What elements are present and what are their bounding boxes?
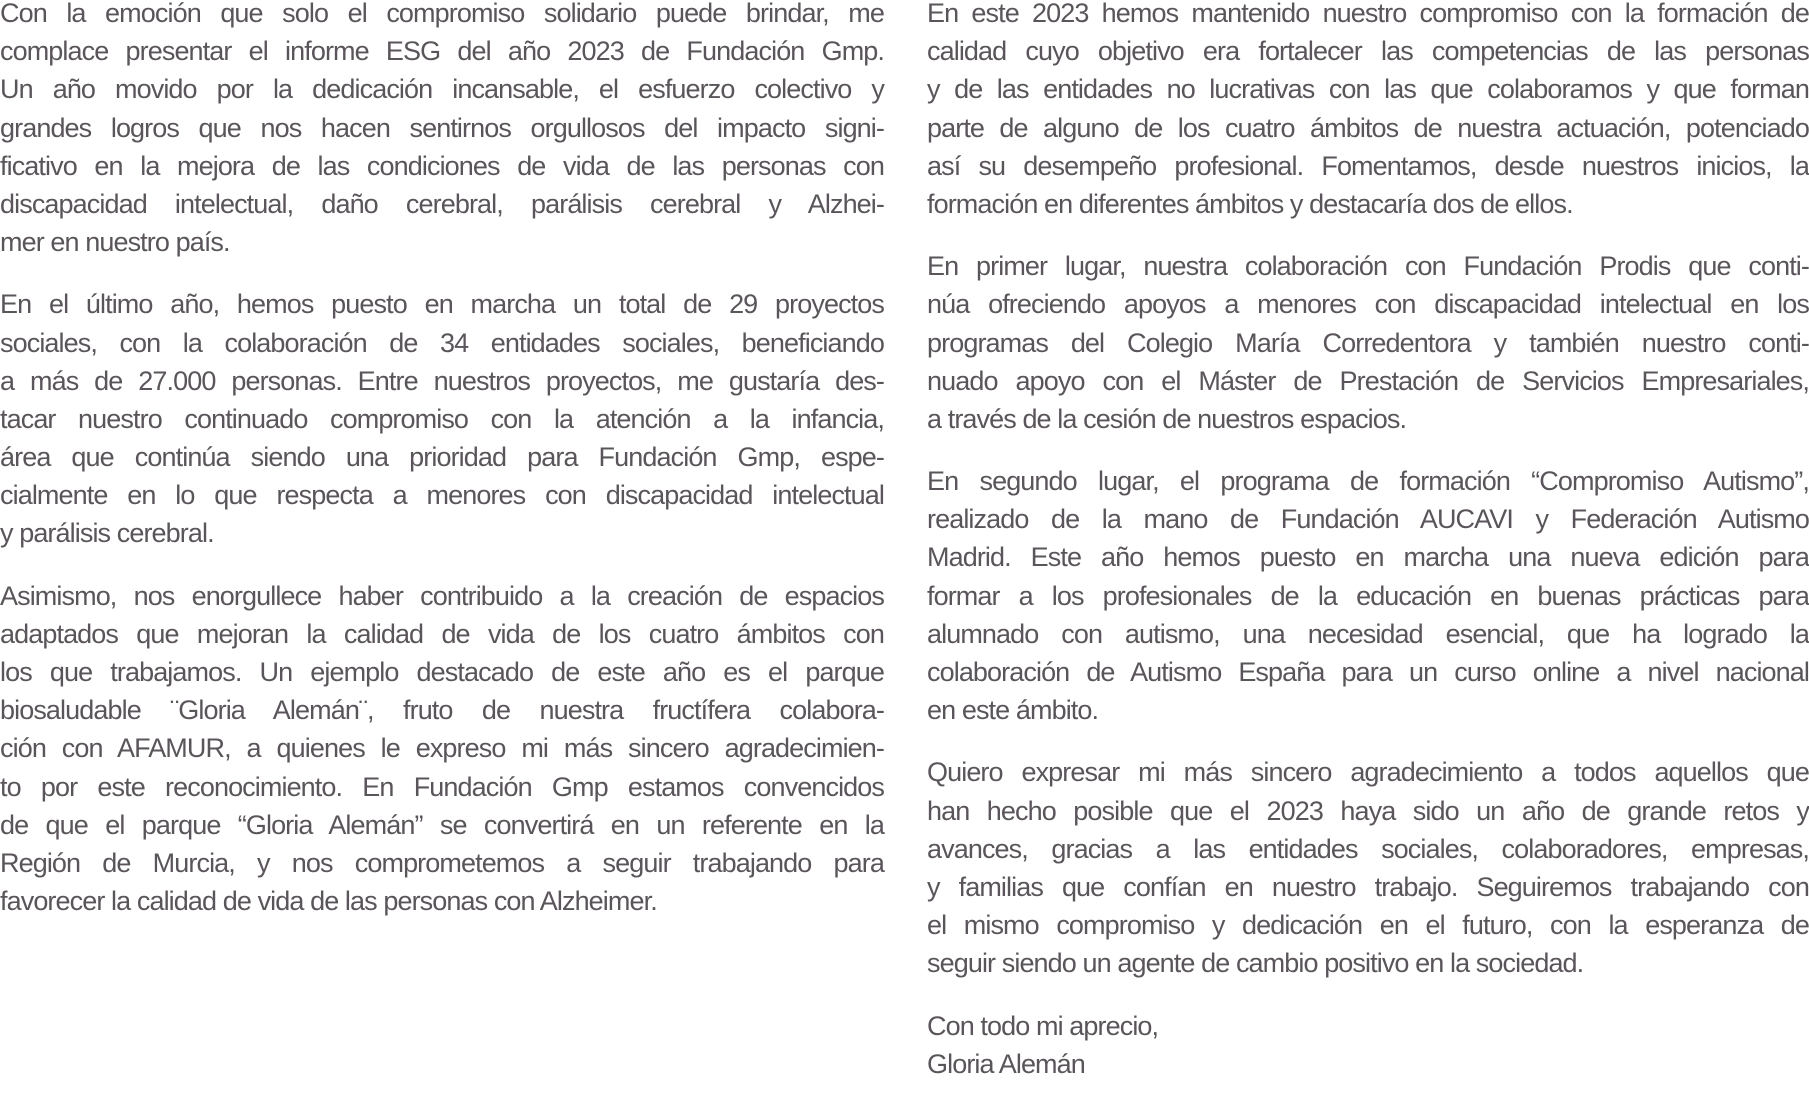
signature-closing: Con todo mi aprecio, [927,1010,1159,1041]
text-line: núa ofreciendo apoyos a menores con discapacidad intelectual en los [927,289,1809,320]
text-line: grandes logros que nos hacen sentirnos orgullosos del impacto signi- [0,112,884,143]
signature-name: Gloria Alemán [927,1048,1085,1079]
text-line: cialmente en lo que respecta a menores con discapacidad intelectual [0,480,884,511]
text-line: realizado de la mano de Fundación AUCAVI y Federación Autismo [927,504,1809,535]
paragraph-first-place [927,247,1809,438]
text-line: tacar nuestro continuado compromiso con la atención a la infancia, [0,403,884,434]
text-line: a más de 27.000 personas. Entre nuestros proyectos, me gustaría des- [0,365,884,396]
text-line: Madrid. Este año hemos puesto en marcha una nueva edición para [927,542,1809,573]
right-column [927,0,1809,1107]
paragraph-second-place [927,462,1809,729]
signature-block [927,1007,1809,1083]
text-line: nuado apoyo con el Máster de Prestación de Servicios Empresariales, [927,365,1809,396]
text-line: avances, gracias a las entidades sociales, colaboradores, empresas, [927,833,1809,864]
text-line: área que continúa siendo una prioridad para Fundación Gmp, espe- [0,442,884,473]
text-line: alumnado con autismo, una necesidad esencial, que ha logrado la [927,618,1809,649]
text-line: Asimismo, nos enorgullece haber contribuido a la creación de espacios [0,580,884,611]
text-line: mer en nuestro país. [0,227,230,258]
text-line: discapacidad intelectual, daño cerebral, parálisis cerebral y Alzhei- [0,188,884,219]
paragraph-training [927,0,1809,223]
text-line: sociales, con la colaboración de 34 entidades sociales, beneficiando [0,327,884,358]
text-line: ficativo en la mejora de las condiciones de vida de las personas con [0,150,884,181]
text-line: programas del Colegio María Corredentora y también nuestro conti- [927,327,1809,358]
text-line: a través de la cesión de nuestros espacios. [927,403,1407,434]
text-line: En este 2023 hemos mantenido nuestro compromiso con la formación de [927,0,1809,28]
text-line: Región de Murcia, y nos comprometemos a seguir trabajando para [0,847,884,878]
text-line: En el último año, hemos puesto en marcha un total de 29 proyectos [0,289,884,320]
text-line: complace presentar el informe ESG del año 2023 de Fundación Gmp. [0,36,884,67]
paragraph-projects [0,285,884,552]
text-line: favorecer la calidad de vida de las personas con Alzheimer. [0,886,657,917]
paragraph-intro [0,0,884,261]
text-line: y familias que confían en nuestro trabajo. Seguiremos trabajando con [927,871,1809,902]
text-line: formación en diferentes ámbitos y destacaría dos de ellos. [927,188,1573,219]
text-line: En primer lugar, nuestra colaboración con Fundación Prodis que conti- [927,251,1809,282]
text-line: calidad cuyo objetivo era fortalecer las competencias de las personas [927,36,1809,67]
text-line: y parálisis cerebral. [0,518,214,549]
text-line: En segundo lugar, el programa de formación “Compromiso Autismo”, [927,466,1809,497]
text-line: biosaludable ¨Gloria Alemán¨, fruto de nuestra fructífera colabora- [0,695,884,726]
text-line: adaptados que mejoran la calidad de vida de los cuatro ámbitos con [0,618,884,649]
text-line: y de las entidades no lucrativas con las que colaboramos y que forman [927,74,1809,105]
text-line: to por este reconocimiento. En Fundación Gmp estamos convencidos [0,771,884,802]
text-line: Un año movido por la dedicación incansable, el esfuerzo colectivo y [0,74,884,105]
left-column [0,0,884,944]
text-line: seguir siendo un agente de cambio positivo en la sociedad. [927,948,1584,979]
paragraph-gratitude [927,753,1809,982]
paragraph-spaces [0,577,884,921]
text-line: los que trabajamos. Un ejemplo destacado de este año es el parque [0,657,884,687]
text-line: colaboración de Autismo España para un curso online a nivel nacional [927,657,1809,687]
text-line: han hecho posible que el 2023 haya sido un año de grande retos y [927,795,1809,826]
text-line: Quiero expresar mi más sincero agradecimiento a todos aquellos que [927,757,1809,788]
text-line: formar a los profesionales de la educación en buenas prácticas para [927,580,1809,611]
text-line: ción con AFAMUR, a quienes le expreso mi más sincero agradecimien- [0,733,884,764]
text-line: el mismo compromiso y dedicación en el futuro, con la esperanza de [927,910,1809,941]
text-line: así su desempeño profesional. Fomentamos, desde nuestros inicios, la [927,150,1809,181]
text-line: parte de alguno de los cuatro ámbitos de nuestra actuación, potenciado [927,112,1809,143]
text-line: Con la emoción que solo el compromiso solidario puede brindar, me [0,0,884,28]
text-line: de que el parque “Gloria Alemán” se convertirá en un referente en la [0,809,884,840]
text-line: en este ámbito. [927,695,1099,726]
